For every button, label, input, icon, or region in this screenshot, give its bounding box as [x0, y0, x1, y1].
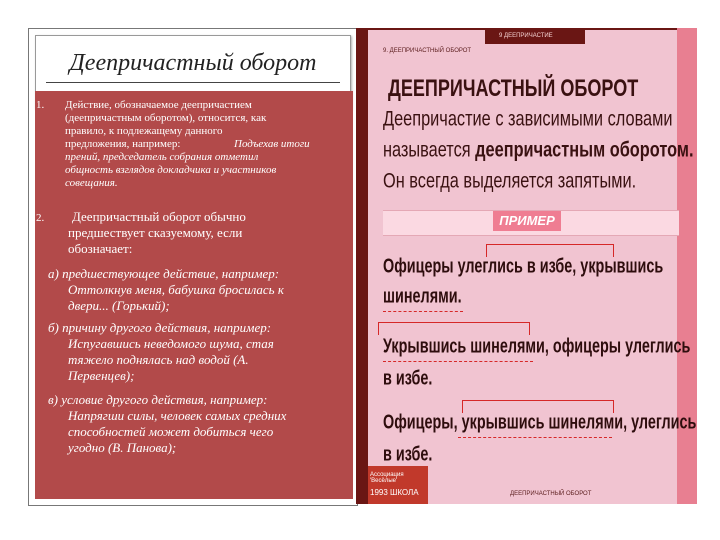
poster-logo-line: Ассоциация 'Весёлые'	[370, 472, 404, 484]
item-1-example: прений, председатель собрания отметил	[65, 151, 259, 163]
point-b-example: тяжело поднялась над водой (А.	[68, 352, 249, 367]
example-3-line: в избе.	[383, 442, 433, 465]
poster-definition-line-2	[383, 139, 694, 163]
item-1-line: правило, к подлежащему данного	[65, 125, 223, 137]
item-1-example: Подъехав итоги	[234, 138, 310, 150]
point-b-label: б) причину другого действия, например:	[48, 320, 272, 335]
point-b-example: Первенцев);	[68, 368, 135, 383]
item-2-line: обозначает:	[68, 241, 133, 256]
example-1-line: Офицеры улеглись в избе, укрывшись	[383, 254, 664, 277]
example-3-underline	[458, 437, 612, 438]
point-c-example: Напрягши силы, человек самых средних	[68, 408, 287, 423]
point-a-label: а) предшествующее действие, например:	[48, 266, 280, 281]
item-2-line: Деепричастный оборот обычно	[72, 209, 246, 224]
example-1-underline	[383, 311, 463, 312]
item-1-number: 1.	[36, 99, 45, 111]
poster-bottom-label: ДЕЕПРИЧАСТНЫЙ ОБОРОТ	[510, 491, 592, 497]
item-2-line: предшествует сказуемому, если	[68, 225, 243, 240]
example-2-underline	[383, 361, 533, 362]
example-3-line: Офицеры, укрывшись шинелями, улеглись	[383, 410, 697, 433]
poster-logo-line: 1993 ШКОЛА	[370, 488, 419, 497]
poster-header-small: 9. ДЕЕПРИЧАСТНЫЙ ОБОРОТ	[383, 48, 472, 54]
item-1-line: предложения, например:	[65, 138, 181, 150]
point-a-example: двери... (Горький);	[68, 298, 170, 313]
poster-logo	[368, 466, 428, 504]
item-2-number: 2.	[36, 212, 45, 224]
poster-top-strip-label: 9 ДЕЕПРИЧАСТИЕ	[499, 33, 553, 39]
poster-definition-line: Он всегда выделяется запятыми.	[383, 170, 637, 194]
point-a-example: Оттолкнув меня, бабушка бросилась к	[68, 282, 284, 297]
slide-title: Деепричастный оборот	[69, 50, 317, 76]
example-2-line: Укрывшись шинелями, офицеры улеглись	[383, 334, 691, 357]
poster-definition-line: Деепричастие с зависимыми словами	[383, 108, 673, 132]
item-1-line: (деепричастным оборотом), относится, как	[65, 112, 267, 124]
point-c-label: в) условие другого действия, например:	[48, 392, 268, 407]
example-1-line: шинелями.	[383, 284, 462, 307]
item-1-line: Действие, обозначаемое деепричастием	[65, 99, 252, 111]
poster-title: ДЕЕПРИЧАСТНЫЙ ОБОРОТ	[388, 74, 639, 102]
example-label: ПРИМЕР	[493, 211, 561, 231]
title-underline	[46, 82, 340, 83]
example-2-line: в избе.	[383, 366, 433, 389]
poster-definition-text: называется	[383, 139, 476, 163]
poster-top-strip	[485, 30, 585, 44]
item-1-example: общность взглядов докладчика и участников	[65, 164, 277, 176]
point-c-example: способностей может добиться чего	[68, 424, 274, 439]
point-c-example: угодно (В. Панова);	[68, 440, 177, 455]
poster-definition-term: деепричастным оборотом.	[475, 139, 694, 163]
point-b-example: Испугавшись неведомого шума, стая	[68, 336, 274, 351]
item-1-example: совещания.	[65, 177, 118, 189]
